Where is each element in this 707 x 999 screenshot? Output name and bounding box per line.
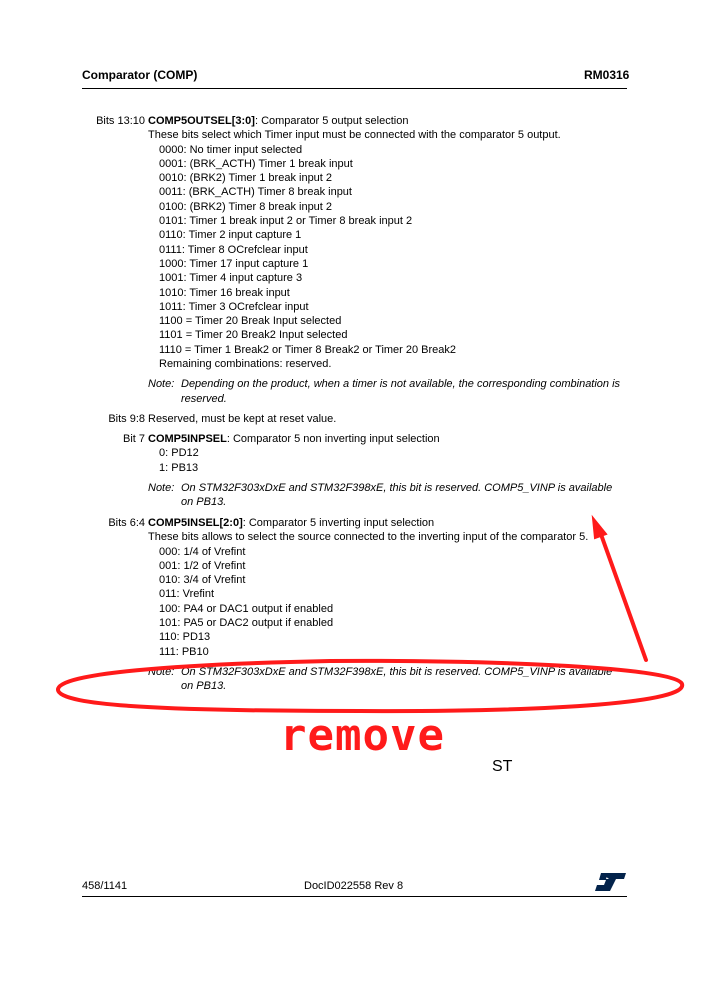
field-name: COMP5OUTSEL[3:0]: [148, 115, 255, 127]
list-item: 0001: (BRK_ACTH) Timer 1 break input: [159, 157, 353, 170]
field-description: These bits select which Timer input must be connected with the comparator 5 output.: [148, 129, 561, 142]
note-label: Note:: [148, 665, 175, 678]
bits-label: Bit 7: [122, 433, 145, 445]
list-item: Remaining combinations: reserved.: [159, 358, 332, 371]
list-item: 0010: (BRK2) Timer 1 break input 2: [159, 172, 333, 185]
list-item: 1010: Timer 16 break input: [159, 286, 290, 299]
section-title: Comparator (COMP): [82, 68, 198, 82]
field-description: These bits allows to select the source connected to the inverting input of the comparator 5.: [148, 531, 589, 544]
list-item: 001: 1/2 of Vrefint: [159, 559, 246, 572]
arrow-head-icon: [593, 518, 606, 538]
note-text: On STM32F303xDxE and STM32F398xE, this bit is reserved. COMP5_VINP is available on PB13.: [181, 665, 613, 693]
list-item: 110: PD13: [159, 631, 211, 644]
list-item: 111: PB10: [159, 645, 209, 658]
list-item: 010: 3/4 of Vrefint: [159, 574, 246, 587]
annotation-word: remove: [280, 710, 445, 761]
list-item: 1110 = Timer 1 Break2 or Timer 8 Break2 or Timer 20 Break2: [159, 343, 457, 356]
bits-label: Bits 13:10: [96, 115, 145, 127]
list-item: 0101: Timer 1 break input 2 or Timer 8 break input 2: [159, 215, 413, 228]
list-item: 1001: Timer 4 input capture 3: [159, 272, 303, 285]
list-item: 1101 = Timer 20 Break2 Input selected: [159, 329, 348, 342]
note-text: Depending on the product, when a timer is not available, the corresponding combination is reserved.: [181, 378, 621, 405]
field-title: : Comparator 5 non inverting input selection: [226, 433, 440, 445]
page-number: 458/1141: [82, 880, 128, 892]
list-item: 0100: (BRK2) Timer 8 break input 2: [159, 200, 333, 213]
doc-id: DocID022558 Rev 8: [304, 880, 404, 892]
field-description: Reserved, must be kept at reset value.: [148, 413, 337, 425]
list-item: 0111: Timer 8 OCrefclear input: [159, 243, 308, 256]
field-name: COMP5INSEL[2:0]: [148, 517, 243, 529]
field-title: : Comparator 5 inverting input selection: [242, 517, 435, 529]
list-item: 0110: Timer 2 input capture 1: [159, 229, 302, 242]
doc-reference: RM0316: [584, 68, 630, 82]
bits-label: Bits 6:4: [108, 517, 145, 529]
list-item: 011: Vrefint: [159, 588, 215, 601]
field-name: COMP5INPSEL: [148, 433, 227, 445]
field-title: : Comparator 5 output selection: [254, 115, 409, 127]
arrow-line: [598, 526, 646, 660]
highlight-ellipse: [58, 661, 682, 711]
bits-label: Bits 9:8: [108, 413, 145, 425]
note-label: Note:: [148, 378, 175, 391]
list-item: 1100 = Timer 20 Break Input selected: [159, 315, 342, 328]
logo-text: ST: [492, 758, 513, 775]
list-item: 0011: (BRK_ACTH) Timer 8 break input: [159, 186, 352, 199]
list-item: 0: PD12: [159, 447, 199, 460]
footer-rule: [82, 896, 627, 897]
list-item: 1000: Timer 17 input capture 1: [159, 257, 309, 270]
list-item: 000: 1/4 of Vrefint: [159, 545, 246, 558]
list-item: 101: PA5 or DAC2 output if enabled: [159, 617, 334, 630]
list-item: 100: PA4 or DAC1 output if enabled: [159, 602, 334, 615]
st-logo-icon: [492, 758, 628, 893]
list-item: 1011: Timer 3 OCrefclear input: [159, 300, 309, 313]
list-item: 1: PB13: [159, 461, 199, 474]
note-label: Note:: [148, 481, 175, 494]
list-item: 0000: No timer input selected: [159, 143, 303, 156]
note-text: On STM32F303xDxE and STM32F398xE, this bit is reserved. COMP5_VINP is available on PB13.: [181, 481, 613, 509]
